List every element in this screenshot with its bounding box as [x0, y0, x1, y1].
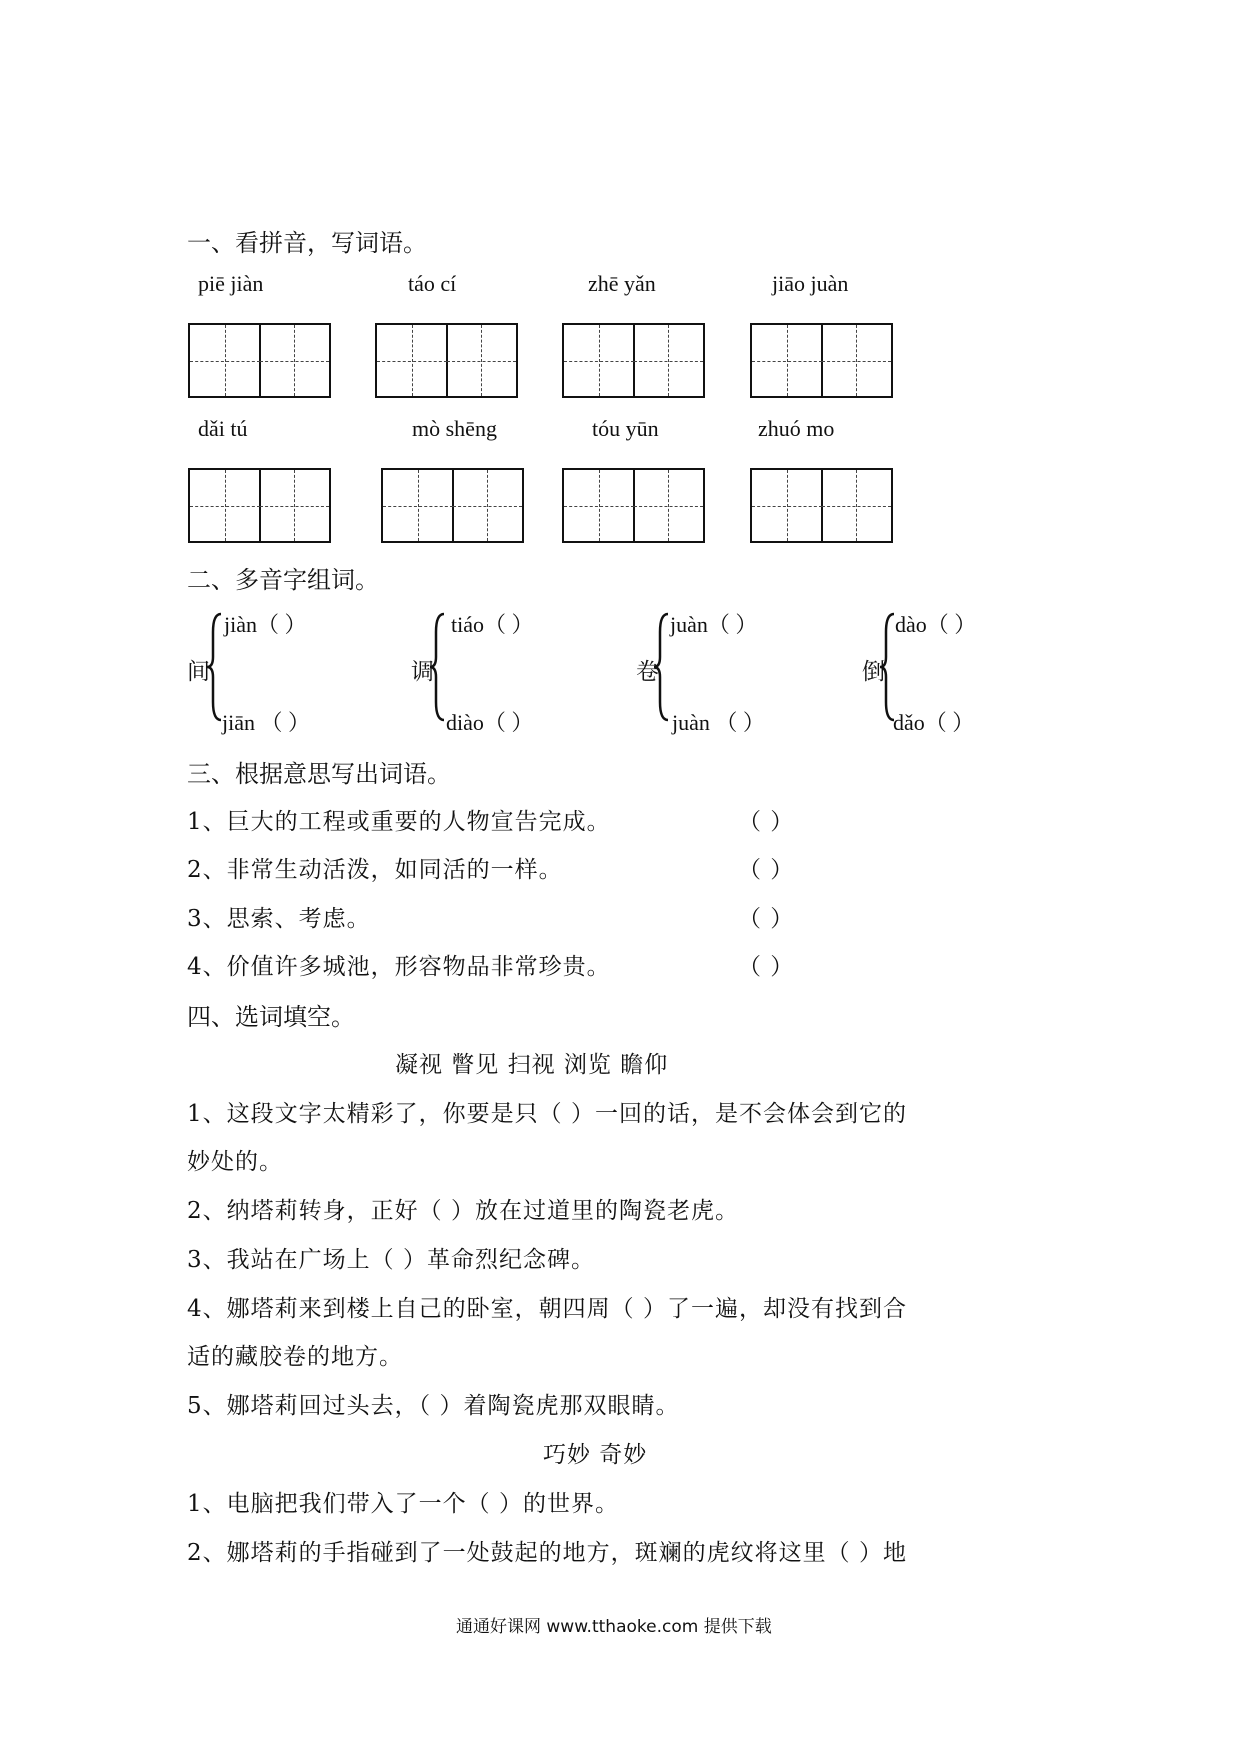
pinyin-4: jiāo juàn — [772, 271, 849, 296]
answer-blank[interactable]: （ ） — [738, 954, 795, 980]
writing-grid[interactable] — [750, 468, 893, 543]
polyphone-reading-bottom: diào（ ） — [446, 710, 534, 735]
polyphone-reading-top: dào（ ） — [895, 612, 977, 637]
polyphone-char: 倒 — [862, 659, 886, 685]
brace-icon — [428, 612, 448, 722]
pinyin-5: dǎi tú — [198, 416, 248, 441]
fill-item: 1、这段文字太精彩了，你要是只（ ）一回的话，是不会体会到它的 — [187, 1101, 907, 1127]
definition-item: 4、价值许多城池，形容物品非常珍贵。 — [187, 954, 611, 980]
pinyin-3: zhē yǎn — [588, 271, 656, 296]
polyphone-reading-top: jiàn（ ） — [224, 612, 307, 637]
pinyin-1: piē jiàn — [198, 271, 264, 296]
polyphone-reading-bottom: dǎo（ ） — [893, 710, 975, 735]
fill-item: 4、娜塔莉来到楼上自己的卧室，朝四周（ ）了一遍，却没有找到合 — [187, 1296, 907, 1322]
word-bank-2: 巧妙 奇妙 — [543, 1442, 648, 1468]
definition-item: 2、非常生动活泼，如同活的一样。 — [187, 857, 563, 883]
polyphone-char: 卷 — [636, 659, 660, 685]
answer-blank[interactable]: （ ） — [738, 809, 795, 835]
writing-grid[interactable] — [562, 323, 705, 398]
polyphone-char: 间 — [187, 659, 211, 685]
answer-blank[interactable]: （ ） — [738, 857, 795, 883]
writing-grid[interactable] — [381, 468, 524, 543]
fill-item: 适的藏胶卷的地方。 — [187, 1344, 403, 1370]
polyphone-reading-bottom: jiān （ ） — [222, 710, 310, 735]
fill-item: 5、娜塔莉回过头去，（ ）着陶瓷虎那双眼睛。 — [187, 1393, 680, 1419]
definition-item: 3、思索、考虑。 — [187, 906, 371, 932]
pinyin-2: táo cí — [408, 271, 457, 296]
writing-grid[interactable] — [750, 323, 893, 398]
pinyin-8: zhuó mo — [758, 416, 835, 441]
brace-icon — [652, 612, 672, 722]
writing-grid[interactable] — [375, 323, 518, 398]
fill-item: 2、纳塔莉转身，正好（ ）放在过道里的陶瓷老虎。 — [187, 1198, 739, 1224]
section-3-title: 三、根据意思写出词语。 — [187, 760, 451, 788]
fill-item: 1、电脑把我们带入了一个（ ）的世界。 — [187, 1491, 619, 1517]
footer-text: 通通好课网 www.tthaoke.com 提供下载 — [456, 1617, 772, 1637]
polyphone-reading-top: tiáo（ ） — [451, 612, 534, 637]
pinyin-7: tóu yūn — [592, 416, 659, 441]
polyphone-char: 调 — [411, 659, 435, 685]
definition-item: 1、巨大的工程或重要的人物宣告完成。 — [187, 809, 611, 835]
writing-grid[interactable] — [188, 323, 331, 398]
section-4-title: 四、选词填空。 — [187, 1003, 355, 1031]
pinyin-6: mò shēng — [412, 416, 497, 441]
writing-grid[interactable] — [562, 468, 705, 543]
fill-item: 2、娜塔莉的手指碰到了一处鼓起的地方，斑斓的虎纹将这里（ ）地 — [187, 1540, 907, 1566]
polyphone-reading-bottom: juàn （ ） — [672, 710, 765, 735]
section-1-title: 一、看拼音，写词语。 — [187, 229, 427, 257]
writing-grid[interactable] — [188, 468, 331, 543]
section-2-title: 二、多音字组词。 — [187, 566, 379, 594]
answer-blank[interactable]: （ ） — [738, 906, 795, 932]
fill-item: 3、我站在广场上（ ）革命烈纪念碑。 — [187, 1247, 595, 1273]
fill-item: 妙处的。 — [187, 1149, 283, 1175]
word-bank-1: 凝视 瞥见 扫视 浏览 瞻仰 — [395, 1052, 669, 1078]
polyphone-reading-top: juàn（ ） — [670, 612, 758, 637]
